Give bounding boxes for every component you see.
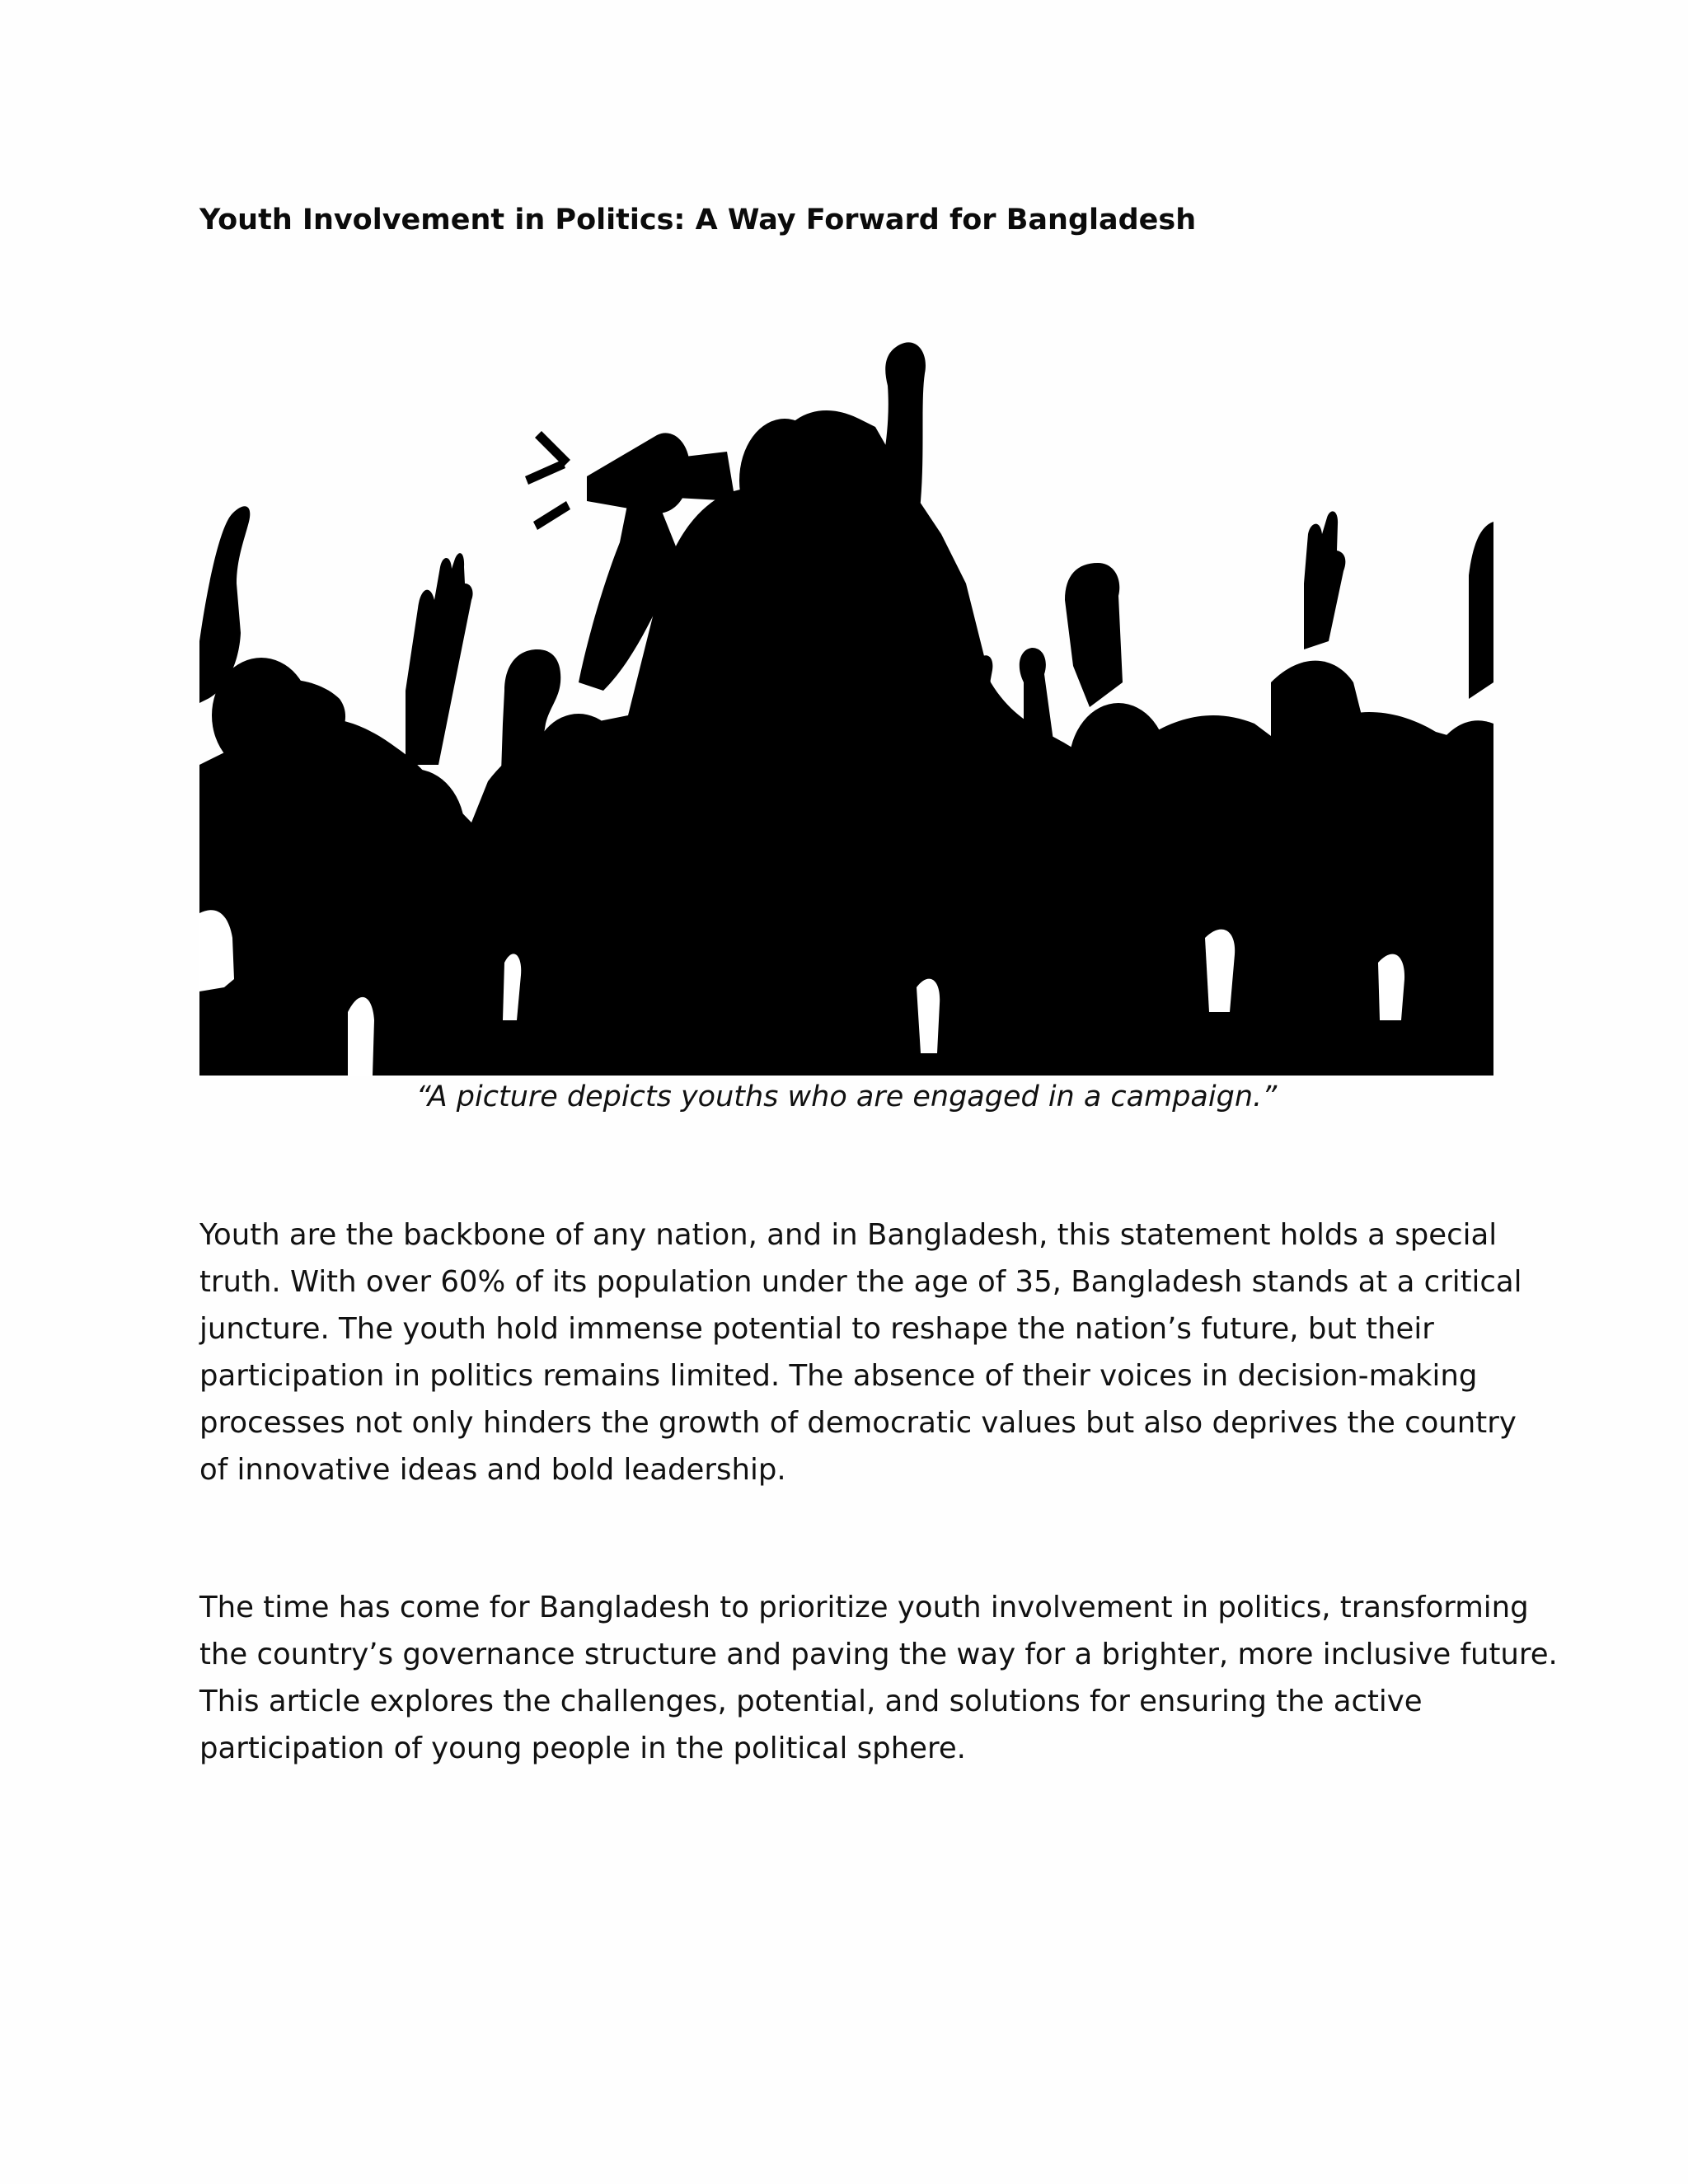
paragraph-line: The time has come for Bangladesh to prioritize youth involvement in politics, transforming [199, 1591, 1529, 1624]
paragraph-line: participation of young people in the political sphere. [199, 1732, 966, 1765]
paragraph-line: truth. With over 60% of its population under the age of 35, Bangladesh stands at a critical [199, 1265, 1522, 1299]
paragraph-line: processes not only hinders the growth of democratic values but also deprives the country [199, 1406, 1517, 1440]
body-paragraph-2 [199, 1584, 1558, 1772]
paragraph-line: participation in politics remains limited. The absence of their voices in decision-making [199, 1359, 1478, 1393]
paragraph-line: juncture. The youth hold immense potential to reshape the nation’s future, but their [199, 1312, 1434, 1346]
paragraph-line: of innovative ideas and bold leadership. [199, 1453, 786, 1487]
crowd-silhouette-image [199, 336, 1493, 1076]
paragraph-line: This article explores the challenges, potential, and solutions for ensuring the active [199, 1685, 1423, 1718]
article-figure [199, 336, 1493, 1076]
paragraph-line: Youth are the backbone of any nation, and in Bangladesh, this statement holds a special [199, 1218, 1498, 1252]
article-title: Youth Involvement in Politics: A Way Forward for Bangladesh [199, 204, 1197, 237]
paragraph-line: the country’s governance structure and paving the way for a brighter, more inclusive future. [199, 1638, 1558, 1671]
body-paragraph-1 [199, 1212, 1522, 1493]
figure-caption: “A picture depicts youths who are engaged in a campaign.” [415, 1080, 1278, 1113]
